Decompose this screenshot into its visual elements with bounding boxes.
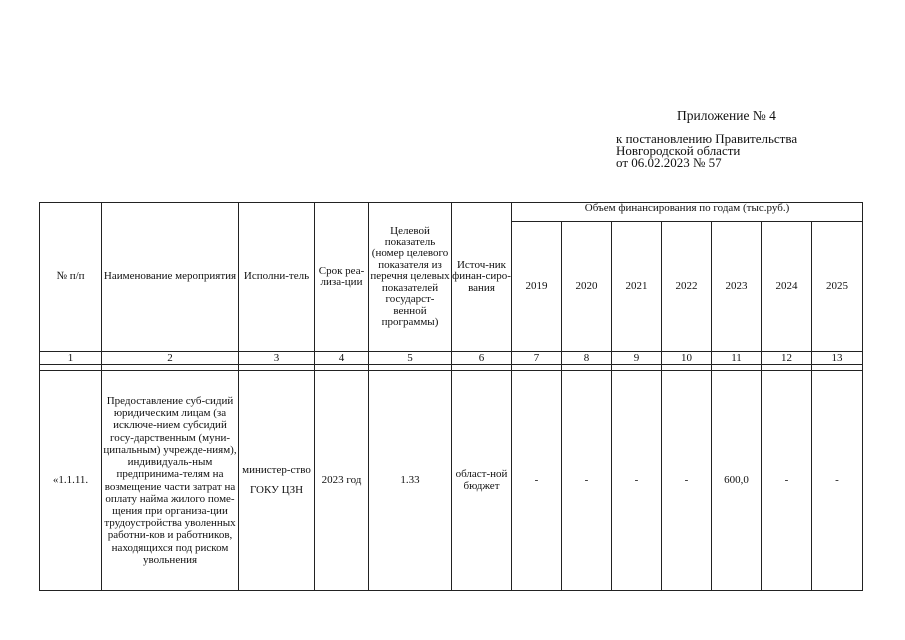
- column-number: 4: [315, 352, 369, 365]
- row-num: «1.1.11.: [40, 371, 102, 591]
- column-number: 11: [712, 352, 762, 365]
- column-number: 1: [40, 352, 102, 365]
- column-number: 13: [812, 352, 863, 365]
- column-number: 10: [662, 352, 712, 365]
- header-year: 2020: [562, 222, 612, 352]
- row-value: 600,0: [712, 371, 762, 591]
- region-line: Новгородской области: [616, 143, 741, 158]
- row-value: -: [662, 371, 712, 591]
- column-number: 6: [452, 352, 512, 365]
- header-name: Наименование мероприятия: [102, 203, 239, 352]
- row-value: -: [812, 371, 863, 591]
- header-year: 2023: [712, 222, 762, 352]
- column-number: 7: [512, 352, 562, 365]
- row-value: -: [562, 371, 612, 591]
- header-year: 2019: [512, 222, 562, 352]
- executor-center: ГОКУ ЦЗН: [249, 484, 304, 496]
- column-number: 8: [562, 352, 612, 365]
- row-term: 2023 год: [315, 371, 369, 591]
- row-executor: [239, 371, 315, 591]
- header-source: Источ-ник финан-сиро-вания: [452, 203, 512, 352]
- header-num: № п/п: [40, 203, 102, 352]
- row-value: -: [512, 371, 562, 591]
- column-number: 9: [612, 352, 662, 365]
- row-source: област-ной бюджет: [452, 371, 512, 591]
- row-value: -: [612, 371, 662, 591]
- column-number: 5: [369, 352, 452, 365]
- column-number: 12: [762, 352, 812, 365]
- column-number: 3: [239, 352, 315, 365]
- header-year: 2025: [812, 222, 863, 352]
- header-funding: Объем финансирования по годам (тыс.руб.): [512, 203, 863, 222]
- document-heading: [616, 110, 797, 169]
- header-year: 2024: [762, 222, 812, 352]
- row-value: -: [762, 371, 812, 591]
- header-year: 2022: [662, 222, 712, 352]
- row-target: 1.33: [369, 371, 452, 591]
- row-name: Предоставление суб-сидий юридическим лицам (за исключе-нием субсидий госу-дарственным (муни-ципальным) учрежде-ниям), индивидуаль-ным предпринима-телям на возмещение части затрат на оплату найма жилого поме-щения при организа-ции трудоустройства уволенных работни-ков и работников, находящихся под риском увольнения: [102, 371, 239, 591]
- table-row: [40, 371, 863, 591]
- header-year: 2021: [612, 222, 662, 352]
- appendix-title: Приложение № 4: [677, 108, 776, 123]
- header-executor: Исполни-тель: [239, 203, 315, 352]
- date-line: от 06.02.2023 № 57: [616, 155, 722, 170]
- executor-ministry: министер-ство: [242, 463, 311, 476]
- activities-table: [39, 202, 863, 591]
- column-number: 2: [102, 352, 239, 365]
- header-term: Срок реа-лиза-ции: [315, 203, 369, 352]
- resolution-line: к постановлению Правительства: [616, 131, 798, 146]
- header-target: Целевой показатель (номер целевого показателя из перечня целевых показателей государст-венной программы): [369, 203, 452, 352]
